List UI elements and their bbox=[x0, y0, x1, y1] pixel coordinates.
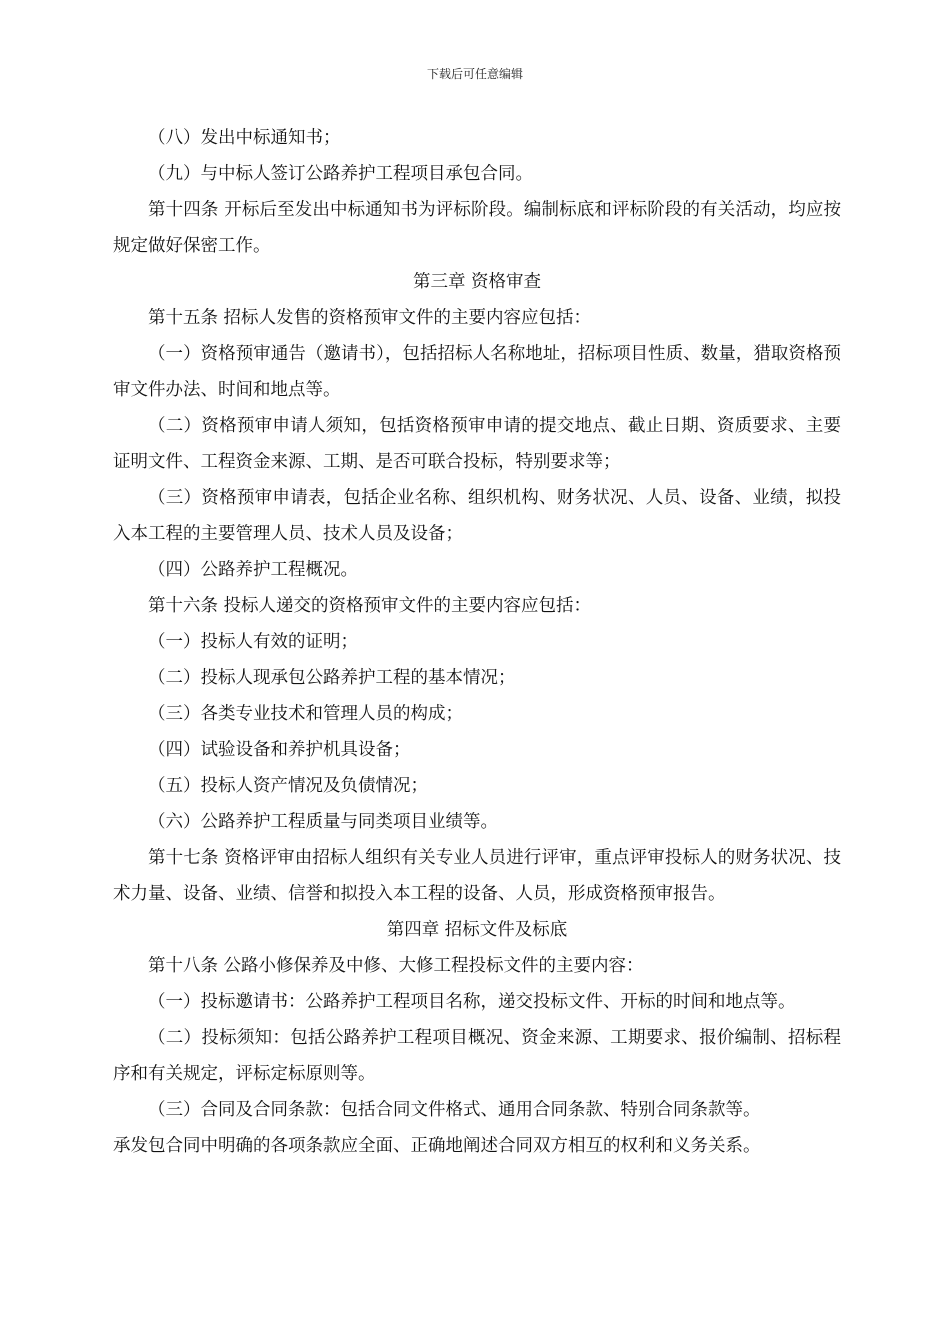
list-item: （八）发出中标通知书； bbox=[148, 128, 341, 148]
list-item: （三）合同及合同条款：包括合同文件格式、通用合同条款、特别合同条款等。 bbox=[148, 1100, 761, 1120]
list-item: （二）资格预审申请人须知，包括资格预审申请的提交地点、截止日期、资质要求、主要证明文件、工程资金来源、工期、是否可联合投标，特别要求等； bbox=[113, 416, 841, 472]
article-paragraph: 第十四条 开标后至发出中标通知书为评标阶段。编制标底和评标阶段的有关活动，均应按规定做好保密工作。 bbox=[113, 200, 841, 256]
document-body bbox=[113, 120, 841, 1164]
list-item: （四）试验设备和养护机具设备； bbox=[148, 740, 411, 760]
list-item: （三）资格预审申请表，包括企业名称、组织机构、财务状况、人员、设备、业绩，拟投入本工程的主要管理人员、技术人员及设备； bbox=[113, 488, 841, 544]
article-paragraph: 第十八条 公路小修保养及中修、大修工程投标文件的主要内容： bbox=[148, 956, 644, 976]
list-item: （九）与中标人签订公路养护工程项目承包合同。 bbox=[148, 164, 533, 184]
article-paragraph: 第十五条 招标人发售的资格预审文件的主要内容应包括： bbox=[148, 308, 592, 328]
list-item: （四）公路养护工程概况。 bbox=[148, 560, 358, 580]
list-item: （五）投标人资产情况及负债情况； bbox=[148, 776, 428, 796]
continuation-paragraph: 承发包合同中明确的各项条款应全面、正确地阐述合同双方相互的权利和义务关系。 bbox=[113, 1136, 761, 1156]
article-paragraph: 第十六条 投标人递交的资格预审文件的主要内容应包括： bbox=[148, 596, 592, 616]
chapter-heading: 第四章 招标文件及标底 bbox=[386, 920, 568, 940]
list-item: （三）各类专业技术和管理人员的构成； bbox=[148, 704, 463, 724]
list-item: （二）投标人现承包公路养护工程的基本情况； bbox=[148, 668, 516, 688]
list-item: （一）投标人有效的证明； bbox=[148, 632, 358, 652]
page-header: 下载后可任意编辑 bbox=[426, 67, 523, 81]
article-paragraph: 第十七条 资格评审由招标人组织有关专业人员进行评审，重点评审投标人的财务状况、技术力量、设备、业绩、信誉和拟投入本工程的设备、人员，形成资格预审报告。 bbox=[113, 848, 841, 904]
list-item: （一）投标邀请书：公路养护工程项目名称，递交投标文件、开标的时间和地点等。 bbox=[148, 992, 796, 1012]
list-item: （二）投标须知：包括公路养护工程项目概况、资金来源、工期要求、报价编制、招标程序和有关规定，评标定标原则等。 bbox=[113, 1028, 841, 1084]
list-item: （六）公路养护工程质量与同类项目业绩等。 bbox=[148, 812, 498, 832]
chapter-heading: 第三章 资格审查 bbox=[412, 272, 542, 292]
list-item: （一）资格预审通告（邀请书），包括招标人名称地址，招标项目性质、数量，猎取资格预审文件办法、时间和地点等。 bbox=[113, 344, 841, 400]
